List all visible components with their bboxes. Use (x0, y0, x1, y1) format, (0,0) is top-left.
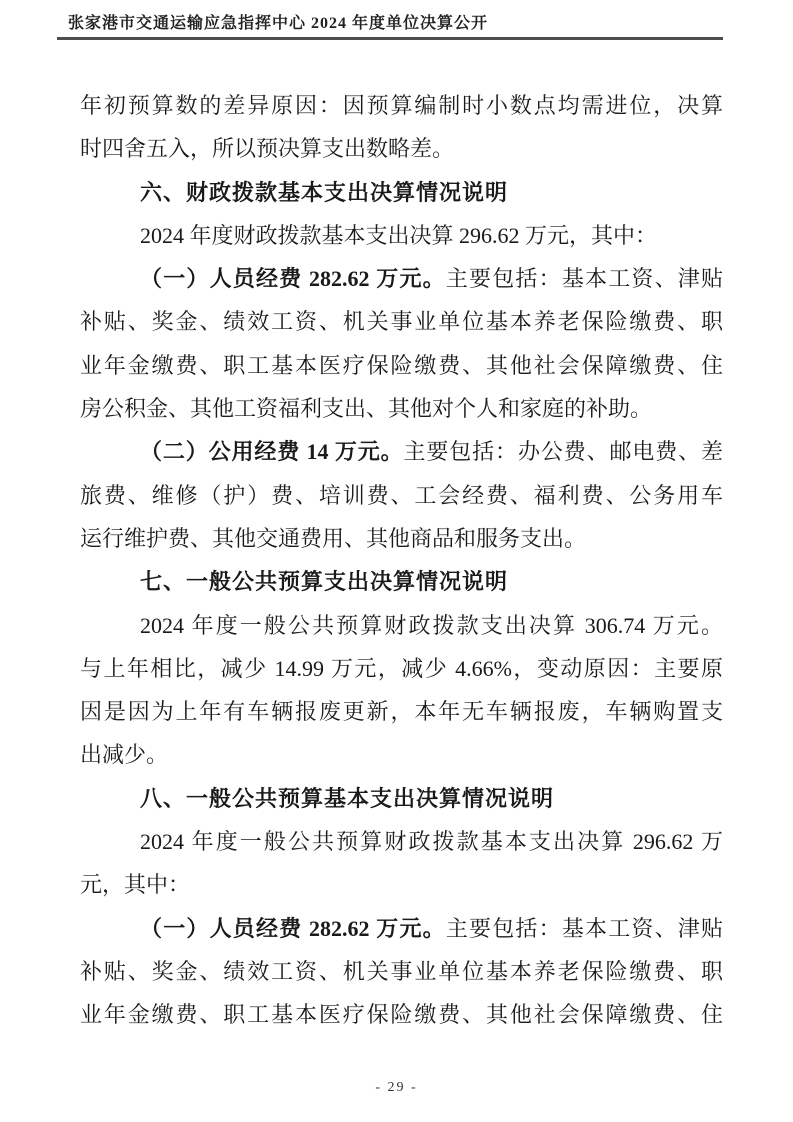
section-heading-6 (80, 171, 723, 214)
text-segment: 主要包括：办公费、邮电费、差 (403, 439, 723, 465)
text-segment: 主要包括：基本工资、津贴 (445, 266, 723, 292)
text-segment: 业年金缴费、职工基本医疗保险缴费、其他社会保障缴费、住 (80, 1002, 723, 1028)
paragraph-line (80, 430, 723, 473)
paragraph-line (80, 214, 723, 257)
text-segment: 补贴、奖金、绩效工资、机关事业单位基本养老保险缴费、职 (80, 309, 723, 335)
text-segment: 主要包括：基本工资、津贴 (445, 915, 723, 941)
text-segment: 出减少。 (80, 742, 169, 768)
paragraph-line (80, 127, 723, 170)
text-segment: 房公积金、其他工资福利支出、其他对个人和家庭的补助。 (80, 396, 653, 422)
paragraph-line (80, 604, 723, 647)
text-segment: 补贴、奖金、绩效工资、机关事业单位基本养老保险缴费、职 (80, 958, 723, 984)
paragraph-line (80, 647, 723, 690)
section-heading-7 (80, 560, 723, 603)
page-header-title: 张家港市交通运输应急指挥中心 2024 年度单位决算公开 (68, 15, 489, 32)
paragraph-line (80, 907, 723, 950)
paragraph-line (80, 344, 723, 387)
paragraph-line (80, 84, 723, 127)
text-segment: 旅费、维修（护）费、培训费、工会经费、福利费、公务用车 (80, 482, 723, 508)
text-segment: 因是因为上年有车辆报废更新，本年无车辆报废，车辆购置支 (80, 699, 723, 725)
text-segment: （一）人员经费 282.62 万元。 (140, 915, 446, 941)
paragraph-line (80, 820, 723, 863)
text-segment: 运行维护费、其他交通费用、其他商品和服务支出。 (80, 525, 587, 551)
paragraph-line (80, 257, 723, 300)
paragraph-line (80, 300, 723, 343)
paragraph-line (80, 733, 723, 776)
text-segment: 2024 年度一般公共预算财政拨款支出决算 306.74 万元。 (140, 612, 723, 638)
page-footer (0, 1080, 793, 1096)
heading-text: 七、一般公共预算支出决算情况说明 (140, 569, 509, 595)
text-segment: 元，其中： (80, 872, 191, 898)
paragraph-line (80, 387, 723, 430)
section-heading-8 (80, 777, 723, 820)
heading-text: 六、财政拨款基本支出决算情况说明 (140, 179, 509, 205)
paragraph-line (80, 950, 723, 993)
text-segment: 业年金缴费、职工基本医疗保险缴费、其他社会保障缴费、住 (80, 352, 723, 378)
paragraph-line (80, 993, 723, 1036)
paragraph-line (80, 690, 723, 733)
text-segment: 年初预算数的差异原因：因预算编制时小数点均需进位，决算 (80, 93, 723, 118)
text-segment: （一）人员经费 282.62 万元。 (140, 266, 446, 292)
paragraph-line (80, 474, 723, 517)
text-segment: 2024 年度一般公共预算财政拨款基本支出决算 296.62 万 (140, 829, 723, 855)
text-segment: 与上年相比，减少 14.99 万元，减少 4.66%，变动原因：主要原 (80, 655, 723, 681)
document-body (80, 84, 723, 1037)
text-segment: 2024 年度财政拨款基本支出决算 296.62 万元，其中： (140, 222, 658, 248)
paragraph-line (80, 863, 723, 906)
text-segment: 时四舍五入，所以预决算支出数略差。 (80, 136, 455, 162)
paragraph-line (80, 517, 723, 560)
text-segment: （二）公用经费 14 万元。 (140, 439, 404, 465)
page-header (57, 10, 723, 40)
heading-text: 八、一般公共预算基本支出决算情况说明 (140, 785, 555, 811)
page-number: - 29 - (375, 1080, 418, 1095)
